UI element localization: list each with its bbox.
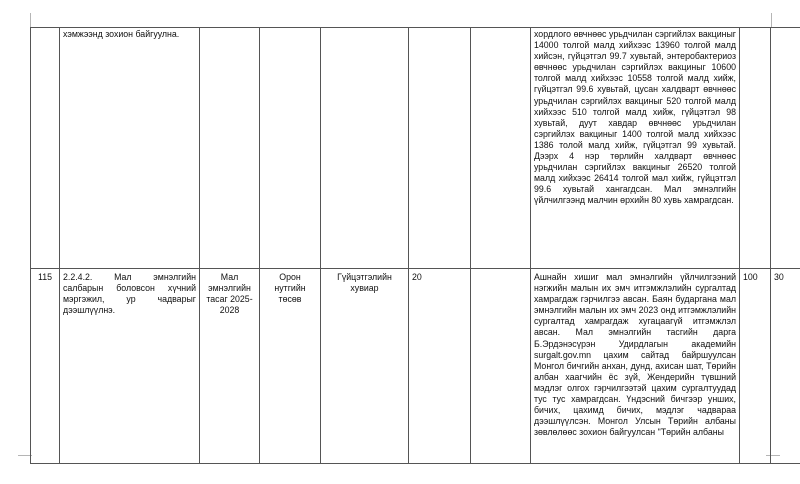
report-cell: хордлого өвчнөөс урьдчилан сэргийлэх вакциныг 14000 толгой малд хийхээс 13960 толгой малд хийсэн, гүйцэтгэл 99.7 хувьтай, энтеробактериоз өвчнөөс урьдчилан сэргийлэх вакциныг 10600 толгой малд хийхээс 10558 толгой малд хийж, гүйцэтгэл 99.6 хувьтай, цусан халдварт өвчнөөс урьдчилан сэргийлэх вакциныг 520 толгой малд хийхээс 510 толгой малд хийж, гүйцэтгэл 98 хувьтай, дуут хавдар өвчнөөс урьдчилан сэргийлэх вакциныг 1400 толгой малд хийхээс 1386 толой малд хийж, гүйцэтгэл 99 хувьтай. Дээрх 4 нэр төрлийн халдварт өвчнөөс урьдчилан сэргийлэх вакциныг 26520 толгой малд хийхээс 26414 толгой мал хийж, гүйцэтгэл 99.6 хувьтай хангагдсан. Мал эмнэлгийн үйлчилгээнд малчин өрхийн 80 хувь хамрагдсан.	[531, 28, 740, 269]
responsible-org-cell	[200, 28, 260, 269]
baseline-cell	[409, 28, 471, 269]
report-cell	[531, 269, 740, 464]
row-number	[31, 28, 60, 269]
funding-cell: Орон нутгийн төсөв	[260, 269, 321, 464]
crop-mark-top-right	[764, 13, 772, 27]
percent-cell: 100	[740, 269, 771, 464]
target-cell	[471, 28, 531, 269]
responsible-org-cell: Мал эмнэлгийн тасаг 2025-2028	[200, 269, 260, 464]
score-cell	[771, 28, 800, 269]
baseline-cell: 20	[409, 269, 471, 464]
funding-cell	[260, 28, 321, 269]
plan-report-table	[30, 27, 800, 464]
goal-cell: хэмжээнд зохион байгуулна.	[60, 28, 200, 269]
table-row	[31, 28, 800, 269]
report-text: Ашнайн хишиг мал эмнэлгийн үйлчилгээний нэгжийн малын их эмч итгэмжлэлийн сургалтад хамрагдаж гэрчилгээ авсан. Баян бударгана мал эмнэлгийн малын их эмч 2023 онд итгэмжлэлийн сургалтад хамрагдаж хугацаагүй итгэмжлэл авсан. Мал эмнэлгийн тасгийн дарга Б.Эрдэнэсүрэн Удирдлагын академийн surgalt.gov.mn цахим сайтад байршуулсан Монгол бичгийн анхан, дунд, ахисан шат, Төрийн албан хаагчийн ёс зүй, Жендерийн түвшний мэдлэг олгох гэрчилгээтэй цахим сургалтуудад тус тус хамрагдсан. Үндэсний бичгээр унших, бичих, цахимд бичих, мэдлэг чадвараа дээшлүүлсэн. Монгол Улсын Төрийн албаны зөвлөлөөс зохион байгуулсан "Төрийн албаны	[534, 272, 736, 438]
table-row	[31, 269, 800, 464]
target-cell	[471, 269, 531, 464]
crop-mark-top-left	[30, 13, 38, 27]
indicator-cell	[321, 28, 409, 269]
indicator-cell: Гүйцэтгэлийн хувиар	[321, 269, 409, 464]
goal-cell: 2.2.4.2. Мал эмнэлгийн салбарын боловсон хүчний мэргэжил, ур чадварыг дээшлүүлнэ.	[60, 269, 200, 464]
row-number: 115	[31, 269, 60, 464]
percent-cell	[740, 28, 771, 269]
score-cell: 30	[771, 269, 800, 464]
